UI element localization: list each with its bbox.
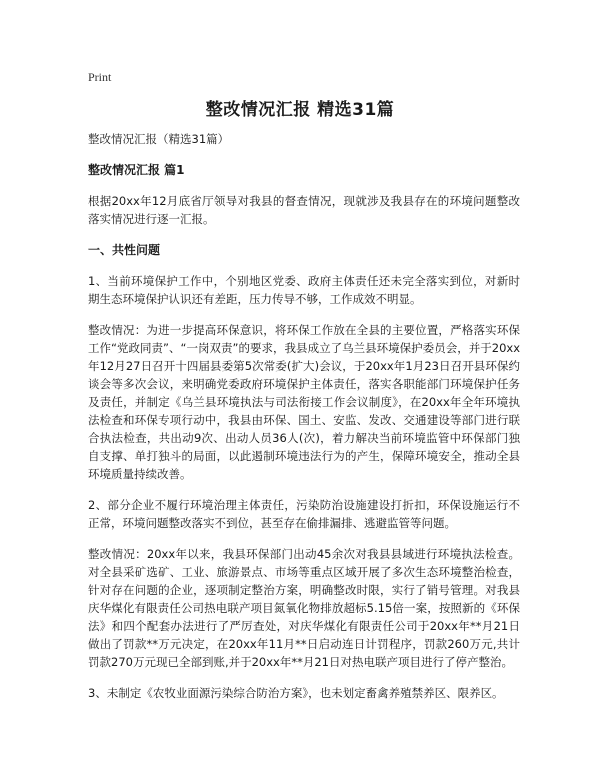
paragraph-rectification-2: 整改情况：20xx年以来，我县环保部门出动45余次对我县县域进行环境执法检查。对全县采矿选矿、工业、旅游景点、市场等重点区域开展了多次生态环境整治检查，针对存在问题的企业，逐项制定整治方案，明确整改时限，实行了销号管理。对我县庆华煤化有限责任公司热电联产项目氮氧化物排放超标5.15倍一案，按照新的《环保法》和四个配套办法进行了严厉查处，对庆华煤化有限责任公司于20xx年**月21日做出了罚款**万元决定，在20xx年11月**日启动连日计罚程序，罚款260万元,共计罚款270万元现已全部到账,并于20xx年**月21日对热电联产项目进行了停产整治。 — [88, 547, 520, 669]
document-body — [88, 130, 520, 715]
paragraph-rectification-1: 整改情况：为进一步提高环保意识，将环保工作放在全县的主要位置，严格落实环保工作“党政同责”、“一岗双责”的要求，我县成立了乌兰县环境保护委员会，并于20xx年12月27日召开十四届县委第5次常委(扩大)会议，于20xx年1月23日召开县环保约谈会等多次会议，来明确党委政府环境保护主体责任，落实各职能部门环境保护任务及责任，并制定《乌兰县环境执法与司法衔接工作会议制度》，在20xx年全年环境执法检查和环保专项行动中，我县由环保、国土、安监、发改、交通建设等部门进行联合执法检查，共出动9次、出动人员36人(次)，着力解决当前环境监管中环保部门独自支撑、单打独斗的局面，以此遏制环境违法行为的产生，保障环境安全，推动全县环境质量持续改善。 — [88, 323, 520, 481]
document-title: 整改情况汇报 精选31篇 — [205, 100, 395, 120]
section-heading: 整改情况汇报 篇1 — [88, 163, 185, 177]
paragraph-issue-1: 1、当前环境保护工作中，个别地区党委、政府主体责任还未完全落实到位，对新时期生态环境保护认识还有差距，压力传导不够，工作成效不明显。 — [88, 274, 520, 306]
paragraph-issue-2: 2、部分企业不履行环境治理主体责任，污染防治设施建设打折扣，环保设施运行不正常，环境问题整改落实不到位，甚至存在偷排漏排、逃避监管等问题。 — [88, 498, 520, 530]
subheading-common-issues: 一、共性问题 — [88, 243, 161, 257]
print-label[interactable]: Print — [88, 70, 112, 84]
paragraph-intro: 根据20xx年12月底省厅领导对我县的督查情况，现就涉及我县存在的环境问题整改落实情况进行逐一汇报。 — [88, 194, 520, 226]
document-subtitle: 整改情况汇报（精选31篇） — [88, 132, 230, 146]
paragraph-issue-3: 3、未制定《农牧业面源污染综合防治方案》，也未划定畜禽养殖禁养区、限养区。 — [88, 686, 504, 700]
